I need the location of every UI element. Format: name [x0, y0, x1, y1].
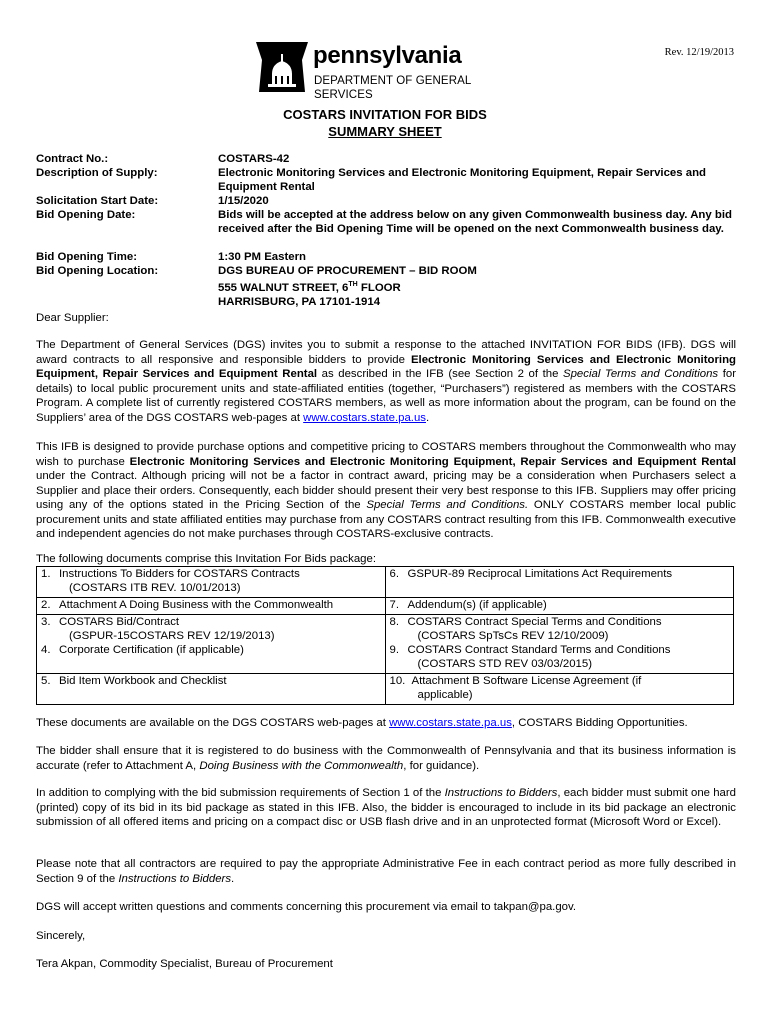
opening-date-row [36, 208, 736, 236]
location-line-3: HARRISBURG, PA 17101-1914 [218, 295, 381, 308]
keystone-capitol-icon [255, 40, 309, 94]
table-row [37, 674, 734, 705]
logo-brand: pennsylvania [313, 42, 462, 69]
summary-info [36, 152, 736, 309]
doc-cell: 5. Bid Item Workbook and Checklist [37, 674, 386, 705]
opening-date-value: Bids will be accepted at the address below on any given Commonwealth business day. Any bid received after the Bid Opening Time will be opened on the next Commonwealth business day. [218, 209, 732, 235]
contract-row [36, 152, 736, 166]
location-line-1: DGS BUREAU OF PROCUREMENT – BID ROOM [218, 265, 477, 277]
location-value [218, 264, 736, 309]
doc-cell: 3. COSTARS Bid/Contract (GSPUR-15COSTARS REV 12/19/2013) 4. Corporate Certification (if applicable) [37, 615, 386, 674]
contract-value: COSTARS-42 [218, 153, 290, 165]
pennsylvania-dgs-logo [255, 40, 517, 101]
doc-cell: 2. Attachment A Doing Business with the Commonwealth [37, 598, 386, 615]
logo-department: DEPARTMENT OF GENERAL SERVICES [314, 75, 471, 101]
supply-row [36, 166, 736, 194]
document-title: COSTARS INVITATION FOR BIDS [283, 107, 487, 122]
supply-value: Electronic Monitoring Services and Electronic Monitoring Equipment, Repair Services and Equipment Rental [218, 167, 707, 193]
opening-time-label: Bid Opening Time: [36, 251, 138, 263]
opening-date-label: Bid Opening Date: [36, 209, 136, 221]
table-row [37, 615, 734, 674]
revision-date: Rev. 12/19/2013 [664, 47, 734, 58]
paragraph-questions: DGS will accept written questions and comments concerning this procurement via email to takpan@pa.gov. [36, 901, 577, 913]
costars-link-2[interactable]: www.costars.state.pa.us [389, 717, 512, 729]
paragraph-availability: These documents are available on the DGS COSTARS web-pages at www.costars.state.pa.us, COSTARS Bidding Opportunities. [36, 717, 688, 729]
greeting: Dear Supplier: [36, 312, 109, 324]
start-date-value: 1/15/2020 [218, 195, 269, 207]
paragraph-submission: In addition to complying with the bid submission requirements of Section 1 of the Instructions to Bidders, each bidder must submit one hard (printed) copy of its bid in its bid package as stated in this IFB. Also, the bidder is encouraged to include in its bid package an electronic submission of all offered items and pricing on a compact disc or USB flash drive and in an unprotected format (Microsoft Word or Excel). [36, 787, 736, 828]
location-row [36, 264, 736, 309]
opening-time-row [36, 250, 736, 264]
start-date-label: Solicitation Start Date: [36, 195, 159, 207]
doc-cell: 10. Attachment B Software License Agreement (if applicable) [385, 674, 734, 705]
documents-intro: The following documents comprise this Invitation For Bids package: [36, 553, 376, 565]
costars-link[interactable]: www.costars.state.pa.us [303, 411, 426, 424]
doc-cell: 7. Addendum(s) (if applicable) [385, 598, 734, 615]
closing: Sincerely, [36, 930, 86, 942]
contract-label: Contract No.: [36, 153, 109, 165]
table-row [37, 598, 734, 615]
doc-cell: 1. Instructions To Bidders for COSTARS Contracts (COSTARS ITB REV. 10/01/2013) [37, 567, 386, 598]
doc-cell: 6. GSPUR-89 Reciprocal Limitations Act Requirements [385, 567, 734, 598]
document-subtitle: SUMMARY SHEET [328, 124, 442, 139]
paragraph-purpose: This IFB is designed to provide purchase options and competitive pricing to COSTARS members throughout the Commonwealth who may wish to purchase Electronic Monitoring Services and Electronic Monitoring Equipment, Repair Services and Equipment Rental under the Contract. Although pricing will not be a factor in contract award, pricing may be a consideration when Purchasers select a Supplier and place their orders. Consequently, each bidder should present their very best response to this IFB. Suppliers may offer pricing using any of the options stated in the Pricing Section of the Special Terms and Conditions. ONLY COSTARS member local public procurement units and state affiliated entities may purchase from any COSTARS contract resulting from this IFB. Commonwealth executive and independent agencies do not make purchases through COSTARS-exclusive contracts. [36, 441, 737, 540]
location-line-2: 555 WALNUT STREET, 6TH FLOOR [218, 281, 401, 294]
table-row [37, 567, 734, 598]
opening-time-value: 1:30 PM Eastern [218, 251, 306, 263]
paragraph-registration: The bidder shall ensure that it is registered to do business with the Commonwealth of Pennsylvania and that its business information is accurate (refer to Attachment A, Doing Business with the Commonwealth, for guidance). [36, 745, 736, 772]
paragraph-invitation: The Department of General Services (DGS) invites you to submit a response to the attached INVITATION FOR BIDS (IFB). DGS will award contracts to all responsive and responsible bidders to provide Electronic Monitoring Services and Electronic Monitoring Equipment, Repair Services and Equipment Rental as described in the IFB (see Section 2 of the Special Terms and Conditions for details) to local public procurement units and state-affiliated entities (together, “Purchasers”) registered as members with the COSTARS Program. A complete list of currently registered COSTARS members, as well as more information about the program, can be found on the Suppliers’ area of the DGS COSTARS web-pages at www.costars.state.pa.us. [36, 339, 736, 424]
paragraph-admin-fee: Please note that all contractors are required to pay the appropriate Administrative Fee in each contract period as more fully described in Section 9 of the Instructions to Bidders. [36, 858, 736, 885]
signature: Tera Akpan, Commodity Specialist, Bureau of Procurement [36, 958, 333, 970]
documents-table [36, 566, 734, 705]
supply-label: Description of Supply: [36, 167, 158, 179]
start-date-row [36, 194, 736, 208]
location-label: Bid Opening Location: [36, 265, 159, 277]
doc-cell: 8. COSTARS Contract Special Terms and Conditions (COSTARS SpTsCs REV 12/10/2009) 9. COSTARS Contract Standard Terms and Conditions (COSTARS STD REV 03/03/2015) [385, 615, 734, 674]
